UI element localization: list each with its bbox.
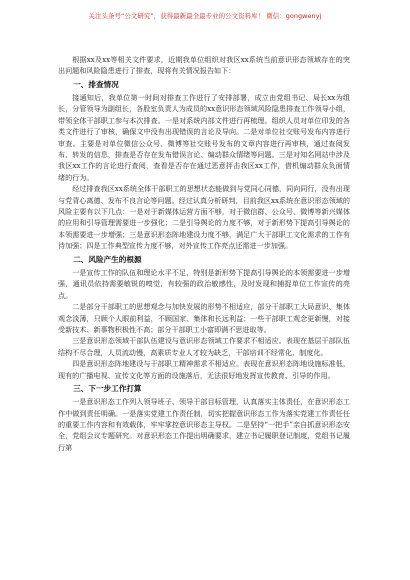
section-heading: 三、下一步工作打算 bbox=[73, 383, 142, 393]
header-banner: 关注头条号“公文研究”，获得最新最全最专业的公文资料库！ 微信：gongwenyj bbox=[88, 12, 322, 20]
section-heading: 一、排查情况 bbox=[73, 79, 119, 89]
document-body bbox=[58, 54, 350, 453]
paragraph: 一是意识形态工作列入领导班子、领导干部目标管理，认真落实主体责任，在意识形态工作中做到责任明确。一是落实党建工作责任制，切实把握意识形态工作为落实党建工作责任任的重要工作内容和有效载体，牢牢掌控意识形态主导权。二是坚持“一把手”亲自抓意识形态安全，党组会议专题研究。对意识形态工作提出明确要求，建立书记履职登记制度，党组书记履行第 bbox=[58, 397, 350, 452]
section-heading: 二、风险产生的根源 bbox=[73, 254, 142, 264]
paragraph: 二是部分干部职工的思想观念与加快发展的形势不相适应，部分干部职工大局意识、集体观念淡薄，只顾个人眼前利益，不顾国家、集体和长远利益；一些干部职工观念更新慢，对接受新技术、新事物积极性不高；部分干部职工小富即满不思进取等。 bbox=[58, 302, 350, 334]
paragraph: 接通知后，我单位第一时间对排查工作进行了安排部署，成立由党组书记、局长xx为组长，分管领导为副组长，各股室负责人为成员的xx意识形态领域风险隐患排查工作领导小组，带领全体干部职工参与本次排查。一是对系统内部文件进行再梳理。组织人员对单位印发的各类文件进行了审核，确保文中没有出现错误的言论及导向。二是对单位社交账号发布内容进行审查。主要是对单位微信公众号、微博等社交账号发布的文章内容进行再审核，通过查阅发布、转发的信息，排查是否存在发布错误言论、编动群众情绪等问题。三是对知名网站中涉及我区xx工作的言论进行查阅，查看是否存在通过恶意抨击我区xx工作，借机煽动群众负面情绪的行为。 bbox=[58, 93, 350, 182]
paragraph: 四是意识形态阵地建设与干部职工精神需求不相适应。表现在意识形态阵地设施标准低，现有的广播电视、宣传文化等方面的设施落后，无法很好地发挥宣传教育、引导的作用。 bbox=[58, 359, 350, 380]
paragraph: 一是宣传工作的队伍和理论水平不足，特别是新形势下提高引导舆论的本领需要进一步增强，通讯员依持需要敏锐的嗅觉，有较强的政治敏感性，及时发现和捕捉单位工作宣传的亮点。 bbox=[58, 267, 350, 300]
paragraph: 经过排查我区xx系统全体干部职工的思想状态能做到与党同心同德，同向同行，没有出现与党背心离德、发布不良言论等问题。经过认真分析研判，目前我区xx系统在意识形态领域的风险主要有以下几点：一是对于新媒体运营方面不够，对于微信群、公众号、微博等新兴媒体的应用和引导管理需要进一步强化；二是引导舆论的力度不够，对于新形势下提高引导舆论的本领需要进一步增强；三是意识形态阵地建设力度不够，满足广大干部职工文化需求的工作有待加强；四是工作典型宣传力度不够，对外宣传工作亮点还需进一步加强。 bbox=[58, 184, 350, 251]
intro-paragraph: 根据xx及xx等相关文件要求，近期我单位组织对我区xx系统当前意识形态领域存在的突出问题和风险隐患进行了排查，现将有关情况报告如下： bbox=[58, 55, 350, 76]
paragraph: 三是意识形态领域干部队伍建设与意识形态领域工作要求不相适应。表现在基层干部队伍结构不尽合理，人员流动慢，高素质专业人才较为缺乏，干部培训不经常化、制度化。 bbox=[58, 336, 350, 357]
